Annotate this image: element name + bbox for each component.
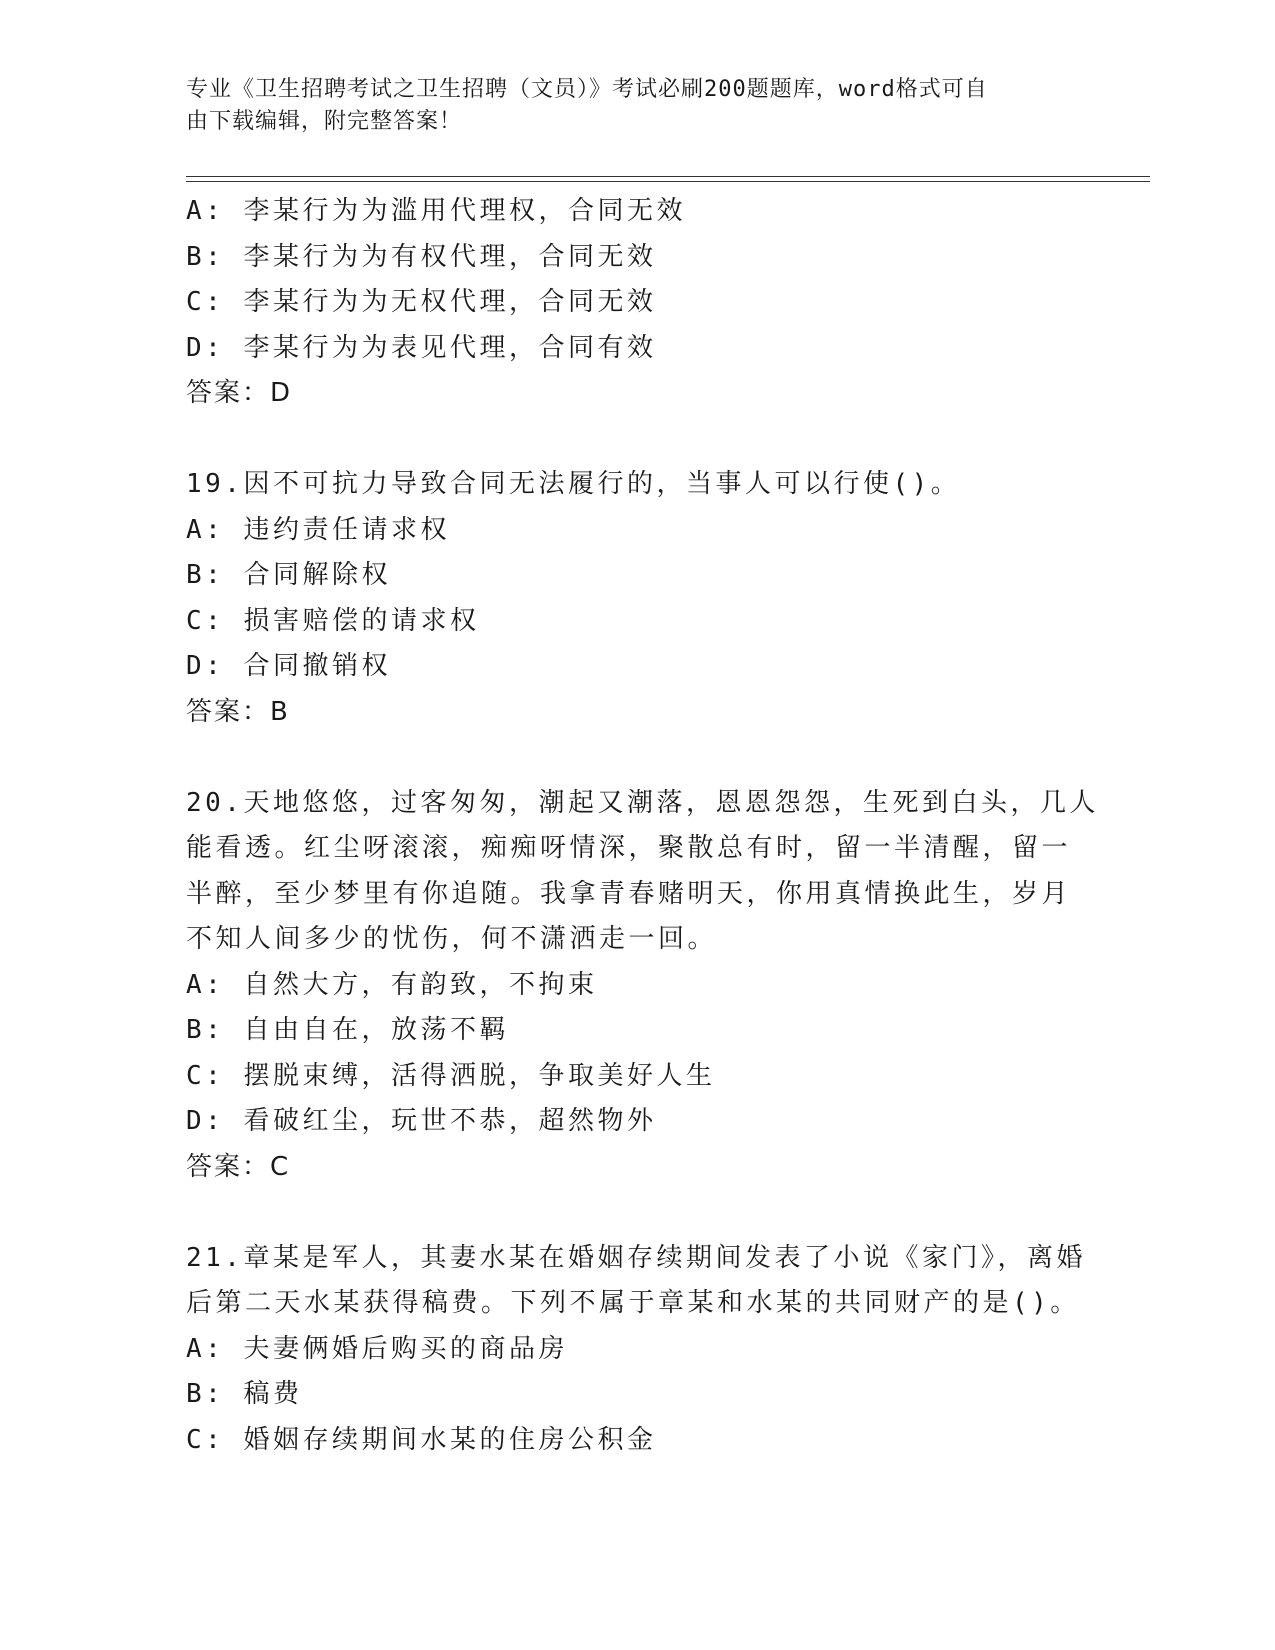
answer: 答案：B — [186, 696, 290, 727]
question-stem: 半醉，至少梦里有你追随。我拿青春赌明天，你用真情换此生，岁月 — [186, 878, 1072, 909]
header-line-1: 专业《卫生招聘考试之卫生招聘（文员）》考试必刷200题题库，word格式可自 — [186, 77, 988, 102]
option-b: B: 李某行为为有权代理，合同无效 — [186, 241, 657, 272]
answer: 答案：C — [186, 1151, 291, 1182]
question-stem: 20.天地悠悠，过客匆匆，潮起又潮落，恩恩怨怨，生死到白头，几人 — [186, 787, 1099, 818]
spacer — [186, 1190, 1106, 1236]
option-c: C: 婚姻存续期间水某的住房公积金 — [186, 1424, 657, 1455]
question-stem: 能看透。红尘呀滚滚，痴痴呀情深，聚散总有时，留一半清醒，留一 — [186, 833, 1072, 863]
option-d: D: 李某行为为表见代理，合同有效 — [186, 332, 657, 363]
option-c: C: 摆脱束缚，活得洒脱，争取美好人生 — [186, 1060, 716, 1091]
option-c: C: 损害赔偿的请求权 — [186, 605, 480, 636]
header-divider-bottom — [186, 181, 1150, 182]
document-header — [186, 74, 1066, 138]
question-18 — [186, 189, 1106, 417]
option-c: C: 李某行为为无权代理，合同无效 — [186, 287, 657, 317]
question-19 — [186, 462, 1106, 735]
header-line-2: 由下载编辑，附完整答案！ — [186, 109, 463, 134]
question-stem: 19.因不可抗力导致合同无法履行的，当事人可以行使()。 — [186, 469, 961, 499]
spacer — [186, 735, 1106, 781]
option-d: D: 看破红尘，玩世不恭，超然物外 — [186, 1106, 657, 1136]
question-stem: 后第二天水某获得稿费。下列不属于章某和水某的共同财产的是()。 — [186, 1288, 1080, 1318]
question-stem: 21.章某是军人，其妻水某在婚姻存续期间发表了小说《家门》，离婚 — [186, 1242, 1086, 1273]
option-a: A: 自然大方，有韵致，不拘束 — [186, 969, 598, 1000]
option-a: A: 李某行为为滥用代理权，合同无效 — [186, 196, 686, 226]
option-a: A: 违约责任请求权 — [186, 514, 450, 545]
option-b: B: 合同解除权 — [186, 560, 391, 590]
question-21 — [186, 1236, 1106, 1464]
option-b: B: 自由自在，放荡不羁 — [186, 1015, 509, 1045]
option-d: D: 合同撤销权 — [186, 651, 391, 681]
option-b: B: 稿费 — [186, 1379, 303, 1409]
header-divider-top — [186, 176, 1150, 177]
option-a: A: 夫妻俩婚后购买的商品房 — [186, 1333, 568, 1364]
question-stem: 不知人间多少的忧伤，何不潇洒走一回。 — [186, 924, 718, 954]
answer: 答案：D — [186, 378, 293, 408]
spacer — [186, 417, 1106, 463]
question-20 — [186, 781, 1106, 1191]
question-list — [186, 189, 1106, 1463]
